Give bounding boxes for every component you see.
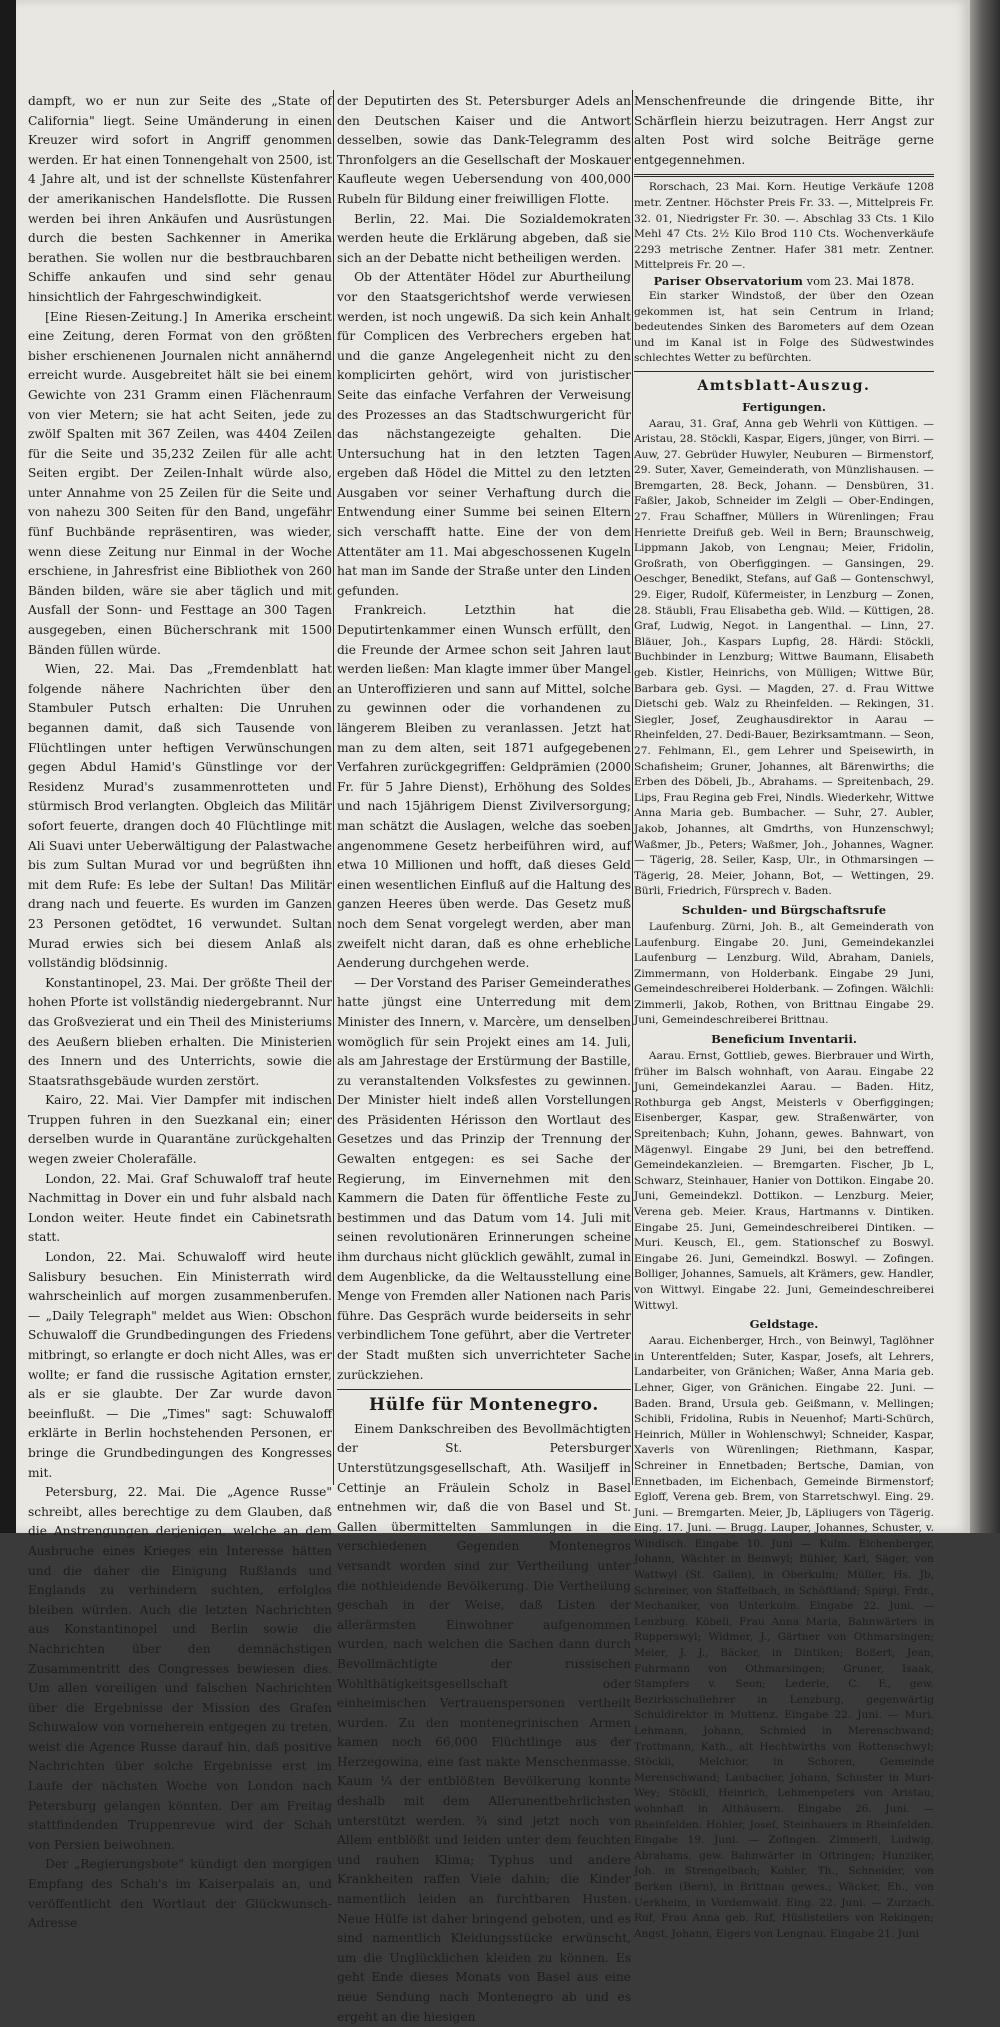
article-paragraph: Wien, 22. Mai. Das „Fremdenblatt hat folgende nähere Nachrichten über den Stambuler Putsch erhalten: Die Unruhen begannen damit, daß sich Tausende von Flüchtlingen unter heftigen Verwünschungen gegen Abdul Hamid's Günstlinge vor der Residenz Murad's zusammenrotteten und stürmisch Brod verlangten. Obgleich das Militär sofort feuerte, drangen doch 40 Flüchtlinge mit Ali Suavi unter Ueberwältigung der Palastwache bis zum Sultan Murad vor und begrüßten ihn mit dem Rufe: Es lebe der Sultan! Das Militär drang nach und feuerte. Es wurden im Ganzen 23 Personen getödtet, 16 verwundet. Sultan Murad erwies sich bei diesem Anlaß als vollständig blödsinnig. <box>28 662 332 971</box>
notice-heading: Fertigungen. <box>742 399 826 414</box>
weather-report: Ein starker Windstoß, der über den Ozean gekommen ist, hat sein Centrum in Irland; bedeutendes Sinken des Barometers auf dem Ozean und im Kanal ist in Folge des Südwestwindes schlechtes Wetter zu befürchten. <box>634 289 934 365</box>
scan-border-left <box>0 0 16 1533</box>
notice-text: Aarau, 31. Graf, Anna geb Wehrli von Küttigen. — Aristau, 28. Stöckli, Kaspar, Eigers, jünger, von Birri. — Auw, 27. Gebrüder Huwyler, Neuburen — Birmenstorf, 29. Suter, Xaver, Gemeinderath, von Münzlishausen. — Bremgarten, 28. Beck, Johann. — Densbüren, 31. Faßler, Jakob, Schneider im Zelgli — Ober-Endingen, 27. Frau Schaffner, Müllers in Würenlingen; Frau Henriette Dreifuß geb. Weil in Bern; Braunschweig, Lippmann Jakob, von Lengnau; Meier, Fridolin, Großrath, von Oberfiggingen. — Gansingen, 29. Oeschger, Benedikt, Stefans, auf Gaß — Gontenschwyl, 29. Eiger, Rudolf, Küfermeister, in Lenzburg — Zonen, 28. Stäubli, Frau Elisabetha geb. Wild. — Küttigen, 28. Graf, Ludwig, Negot. in Langenthal. — Linn, 27. Bläuer, Joh., Kaspars Lupfig, 28. Härdi: Stöckli, Buchbinder in Lenzburg; Wittwe Baumann, Elisabeth geb. Kistler, Heinrichs, von Mülligen; Wittwe Bür, Barbara geb. Gysi. — Magden, 27. d. Frau Wittwe Dietschi geb. Walz zu Rheinfelden. — Rekingen, 31. Siegler, Josef, Zeughausdirektor in Aarau — Rheinfelden, 27. Dedi-Bauer, Bezirksamtmann. — Seon, 27. Fehlmann, El., gem Lehrer und Speisewirth, in Schafisheim; Gruner, Johannes, alt Bärenwirths; die Erben des Döbeli, Jb., Abrahams. — Spreitenbach, 29. Lips, Frau Regina geb Frei, Nindls. Wiederkehr, Wittwe Anna Maria geb. Bumbacher. — Suhr, 27. Aubler, Jakob, Johannes, alt Gmdrths, von Hunzenschwyl; Waßmer, Jb., Peters; Waßmer, Joh., Johannes, Wagner. — Tägerig, 28. Seiler, Kasp, Ulr., in Othmarsingen — Tägerig, 28. Meier, Johann, Bot, — Wettingen, 29. Bürli, Friedrich, Fürsprech v. Baden. <box>634 417 934 898</box>
notice-heading: Schulden- und Bürgschaftsrufe <box>681 902 887 917</box>
notice-heading: Beneficium Inventarii. <box>711 1032 857 1047</box>
article-paragraph: London, 22. Mai. Graf Schuwaloff traf heute Nachmittag in Dover ein und fuhr alsbald nach London weiter. Heute findet ein Cabinetsrath statt. <box>28 1171 332 1245</box>
article-paragraph: London, 22. Mai. Schuwaloff wird heute Salisbury besuchen. Ein Ministerrath wird wahrscheinlich auf morgen zusammenberufen. — „Daily Telegraph" meldet aus Wien: Obschon Schuwaloff die Grundbedingungen des Friedens mitbringt, so erlangte er doch nicht Alles, was er wollte; er fand die russische Agitation ernster, als er sie glaubte. Der Zar wurde davon beeinflußt. — Die „Times" sagt: Schuwaloff erklärte in Berlin hochstehenden Personen, er bringe die Grundbedingungen des Kongresses mit. <box>28 1250 332 1480</box>
notice-text: Aarau. Ernst, Gottlieb, gewes. Bierbrauer und Wirth, früher im Balsch wohnhaft, von Aarau. Eingabe 22 Juni, Gemeindekanzlei Aarau. — Baden. Hitz, Rothburga geb Angst, Meisterls v Oberfiggingen; Eisenberger, Kaspar, gew. Straßenwärter, von Spreitenbach; Kuhn, Johann, gewes. Bahnwart, von Mägenwyl. Eingabe 29 Juni, bei den betreffend. Gemeindekanzleien. — Bremgarten. Fischer, Jb L, Schwarz, Steinhauer, Hanier von Dottikon. Eingabe 20. Juni, Gemeindekzl. Dottikon. — Lenzburg. Meier, Verena geb. Meier. Kraus, Hartmanns v. Dintiken. Eingabe 25. Juni, Gemeindeschreiberei Dintiken. — Muri. Keusch, El., gem. Stationschef zu Boswyl. Eingabe 26. Juni, Gemeindkzl. Boswyl. — Zofingen. Bolliger, Johannes, Samuels, alt Krämers, gew. Handler, von Wittwyl. Eingabe 22. Juni, Gemeindeschreiberei Wittwyl. <box>634 1050 934 1312</box>
article-paragraph: dampft, wo er nun zur Seite des „State of California" liegt. Seine Umänderung in einen Kreuzer wird sofort in Angriff genommen werden. Er hat einen Tonnengehalt von 2500, ist 4 Jahre alt, und ist der schnellste Küstenfahrer der amerikanischen Handelsflotte. Die Russen werden bei ihren Ankäufen und Ausrüstungen durch die besten Sachkenner in Amerika berathen. Sie wollen nur die bestbrauchbaren Schiffe ankaufen und sind sehr genau hinsichtlich der Fahrgeschwindigkeit. <box>28 94 332 304</box>
market-report: Rorschach, 23 Mai. Korn. Heutige Verkäufe 1208 metr. Zentner. Höchster Preis Fr. 33. —, Mittelpreis Fr. 32. 01, Niedrigster Fr. 30. —. Abschlag 33 Cts. 1 Kilo Mehl 47 Cts. 2½ Kilo Brod 110 Cts. Wochenverkäufe 2293 metrische Zentner. Hafer 381 metr. Zentner. Mittelpreis Fr. 20 —. <box>634 181 934 272</box>
column-rule <box>333 90 334 1485</box>
column-rule <box>632 90 633 1485</box>
article-paragraph: Berlin, 22. Mai. Die Sozialdemokraten werden heute die Erklärung abgeben, daß sie sich an der Debatte nicht betheiligen werden. <box>337 211 631 265</box>
observatory-heading <box>634 274 934 289</box>
column-3 <box>634 92 934 1940</box>
notice-heading: Geldstage. <box>749 1317 819 1332</box>
article-paragraph: Der „Regierungsbote" kündigt den morgigen Empfang des Schah's im Kaiserpalais an, und veröffentlicht den Wortlaut der Glückwunsch-Adresse <box>28 1857 332 1931</box>
article-paragraph: der Deputirten des St. Petersburger Adels an den Deutschen Kaiser und die Antwort desselben, sowie das Dank-Telegramm des Thronfolgers an die Gesellschaft der Moskauer Kaufleute wegen Uebersendung von 400,000 Rubeln für Bildung einer freiwilligen Flotte. <box>337 94 631 206</box>
section-title: Hülfe für Montenegro. <box>369 1395 599 1416</box>
observatory-date: vom 23. Mai 1878. <box>806 273 915 288</box>
article-paragraph: Konstantinopel, 23. Mai. Der größte Theil der hohen Pforte ist vollständig niedergebrannt. Nur das Großvezierat und ein Theil des Ministeriums des Aeußern blieben erhalten. Die Ministerien des Innern und des Unterrichts, sowie die Staatsrathsgebäude wurden zerstört. <box>28 975 332 1088</box>
article-paragraph: Einem Dankschreiben des Bevollmächtigten der St. Petersburger Unterstützungsgesellschaft, Ath. Wasiljeff in Cettinje an Fräulein Scholz in Basel entnehmen wir, daß die von Basel und St. Gallen übermittelten Sammlungen in die verschiedenen Gegenden Montenegros versandt worden sind zur Vertheilung unter die nothleidende Bevölkerung. Die Vertheilung geschah in der Weise, daß Listen der allerärmsten Einwohner aufgenommen wurden, nach welchen die Sachen dann durch Bevollmächtigte der russischen Wohlthätigkeitsgesellschaft oder einheimischen Vertrauenspersonen vertheilt wurden. Zu den montenegrinischen Armen kamen noch 66,000 Flüchtlinge aus der Herzegowina, eine fast nakte Menschenmasse. Kaum ¼ der entblößten Bevölkerung konnte deshalb mit dem Allerunentbehrlichsten unterstützt werden. ¾ sind jetzt noch von Allem entblößt und leiden unter dem feuchten und rauhen Klima; Typhus und andere Krankheiten raffen Viele dahin; die Kinder namentlich leiden an furchtbaren Husten. Neue Hülfe ist daher bringend geboten, und es sind namentlich Kleidungsstücke erwünscht, um die Unglücklichen kleiden zu können. Es geht Ende dieses Monats von Basel aus eine neue Sendung nach Montenegro ab und es ergeht an die hiesigen <box>337 1421 631 2024</box>
article-paragraph: Kairo, 22. Mai. Vier Dampfer mit indischen Truppen fuhren in den Suezkanal ein; einer derselben wurde in Quarantäne zurückgehalten wegen zweier Cholerafälle. <box>28 1093 332 1167</box>
divider <box>634 371 934 372</box>
article-paragraph: Petersburg, 22. Mai. Die „Agence Russe" schreibt, alles berechtige zu dem Glauben, daß die Anstrengungen derjenigen, welche an dem Ausbruche eines Krieges ein Interesse hätten und die daher die Einigung Rußlands und Englands zu verhindern suchten, erfolglos bleiben würden. Auch die letzten Nachrichten aus Konstantinopel und Berlin sowie die Nachrichten über den demnächstigen Zusammentritt des Congresses bewiesen dies. Um allen voreiligen und falschen Nachrichten über die Ergebnisse der Mission des Grafen Schuwalow von vorneherein entgegen zu treten, weist die Agence Russe darauf hin, daß positive Nachrichten über solche Ergebnisse erst im Laufe der nächsten Woche von London nach Petersburg gelangen könnten. Der am Freitag stattfindenden Truppenrevue wird der Schah von Persien beiwohnen. <box>28 1485 332 1852</box>
newspaper-page <box>16 0 970 2024</box>
article-paragraph: [Eine Riesen-Zeitung.] In Amerika erscheint eine Zeitung, deren Format von den größten bisher erschienenen Journalen nicht annähernd erreicht wurde. Ausgebreitet hält sie bei einem Gewichte von 231 Gramm einen Flächenraum von vier Metern; sie hat acht Seiten, jede zu zwölf Spalten mit 367 Zeilen, was 4404 Zeilen für die Seite und 35,232 Zeilen für alle acht Seiten ergibt. Der Zeilen-Inhalt würde also, unter Annahme von 25 Zeilen für die Seite und von nahezu 300 Seiten für den Band, ungefähr fünf Buchbände repräsentiren, was wieder, wenn diese Zeitung nur Einmal in der Woche erschiene, in Jahresfrist eine Bibliothek von 260 Bänden bilden, wäre sie aber täglich und mit Ausfall der Sonn- und Festtage an 300 Tagen ausgegeben, einen Bücherschrank mit 1500 Bänden füllen würde. <box>28 309 332 657</box>
article-paragraph: Frankreich. Letzthin hat die Deputirtenkammer einen Wunsch erfüllt, den die Freunde der Armee schon seit Jahren laut werden ließen: Man klagte immer über Mangel an Unteroffizieren und sann auf Mittel, solche zu gewinnen oder die vorhandenen zu längerem Bleiben zu veranlassen. Jetzt hat man zu dem alten, seit 1871 aufgegebenen Verfahren zurückgegriffen: Geldprämien (2000 Fr. für 5 Jahre Dienst), Erhöhung des Soldes und nach 15jährigem Dienst Zivilversorgung; man schätzt die Auslagen, welche das soeben angenommene Gesetz herbeiführen wird, auf etwa 10 Millionen und hofft, daß dieses Geld einen wesentlichen Einfluß auf die Haltung des ganzen Heeres üben werde. Das Gesetz muß noch dem Senat vorgelegt werden, aber man zweifelt nicht daran, daß es ohne erhebliche Aenderung durchgehen werde. <box>337 603 631 971</box>
article-paragraph: Ob der Attentäter Hödel zur Aburtheilung vor den Staatsgerichtshof werde verwiesen werden, ist noch ungewiß. Da sich kein Anhalt für Complicen des Verbrechers ergeben hat und die ganze Angelegenheit nicht zu den komplicirten gehört, wird von juristischer Seite das einfache Verfahren der Verweisung des Prozesses an das Stadtschwurgericht für das nächstangezeigte gehalten. Die Untersuchung hat in den letzten Tagen ergeben daß Hödel die Mittel zu den letzten Ausgaben vor seiner Verhaftung durch die Entwendung einer Summe bei seinen Eltern sich verschafft hatte. Eine der von dem Attentäter am 11. Mai abgeschossenen Kugeln hat man im Sande der Straße unter den Linden gefunden. <box>337 270 631 598</box>
column-1 <box>28 92 332 1931</box>
article-paragraph: Menschenfreunde die dringende Bitte, ihr Schärflein hierzu beizutragen. Herr Angst zur alten Post wird solche Beiträge gerne entgegennehmen. <box>634 94 934 167</box>
amtsblatt-title: Amtsblatt-Auszug. <box>697 377 871 394</box>
notice-text: Aarau. Eichenberger, Hrch., von Beinwyl, Taglöhner in Unterentfelden; Suter, Kaspar, Josefs, alt Lehrers, Landarbeiter, von Gränichen; Waßer, Anna Maria geb. Lehner, Giger, von Gränichen. Eingabe 22. Juni. — Baden. Brand, Ursula geb. Geißmann, v. Mellingen; Schibli, Fridolina, Rubis in Neuenhof; Marti-Schürch, Heinrich, Müller in Wohlenschwyl; Schneider, Kaspar, Xaverls von Würenlingen; Riethmann, Kaspar, Schreiner in Ennetbaden; Bertsche, Damian, von Ennetbaden, im Eichenbach, Gemeinde Birmenstorf; Egloff, Verena geb. Brem, von Starretschwyl. Eing. 29. Juni. — Bremgarten. Meier, Jb, Läpliugers von Tägerig. Eing. 17. Juni. — Brugg. Lauper, Johannes, Schuster, v. Windisch. Eingabe 10. Juni — Kulm. Eichenberger, Johann, Wächter in Beinwyl; Bühler, Karl, Säger, von Wattwyl (St. Gallen), in Oberkulm; Müller, Hs. Jb, Schreiner, von Staffelbach, in Schöftland; Spirgi, Frdr., Mechaniker, von Unterkulm. Eingabe 22. Juni. — Lenzburg. Köbeli, Frau Anna Maria, Bahnwärters in Rupperswyl; Widmer, J., Gärtner von Othmarsingen; Meier, J. J., Bäcker, in Dintiken; Boßert, Jean, Fuhrmann von Othmarsingen; Gruner, Isaak, Stampfers v. Seon; Lederle, C. F., gew. Bezirksschullehrer in Lenzburg, gegenwärtig Schuldirektor in Muttenz. Eingabe 22. Juni. — Muri. Lehmann, Johann, Schmied in Merenschwand; Trottmann, Kath., alt Hechtwirths von Rottenschwyl; Stöckli, Melchior, in Schoren, Gemeinde Merenschwand; Laubacher, Johann, Schuster in Muri-Wey; Stöckli, Heinrich, Lehmenpeters von Aristau, wohnhaft in Althäusern. Eingabe 26. Juni. — Rheinfelden. Hohler, Josef, Steinhauers in Rheinfelden. Eingabe 19. Juni. — Zofingen. Zimmerli, Ludwig, Abrahams, gew. Bahnwärter in Oftringen; Hunziker, Joh. in Strengelbach; Kohler, Th., Schneider, von Berken (Bern), in Brittnau gewes.; Wäcker, Eh., von Uerkheim, in Vordemwald. Eing. 22. Juni. — Zurzach. Ruf, Frau Anna geb. Ruf, Hüslisteilers von Rekingen; Angst, Johann, Eigers von Lengnau. Eingabe 21. Juni <box>634 1335 934 1940</box>
divider <box>634 174 934 177</box>
column-2 <box>337 92 631 2024</box>
observatory-title: Pariser Observatorium <box>653 273 804 288</box>
divider <box>337 1389 631 1390</box>
article-paragraph: — Der Vorstand des Pariser Gemeinderathes hatte jüngst eine Unterredung mit dem Minister des Innern, v. Marcère, um denselben womöglich für sein Projekt eines am 14. Juli, als am Jahrestage der Erstürmung der Bastille, zu veranstaltenden Volksfestes zu gewinnen. Der Minister hielt indeß allen Vorstellungen des Präsidenten Hérisson den Wortlaut des Gesetzes und das Prinzip der Trennung der Gewalten entgegen: es sei Sache der Regierung, im Einvernehmen mit den Kammern die Daten für öffentliche Feste zu bestimmen und das Datum vom 14. Juli mit seinen revolutionären Erinnerungen scheine ihm durchaus nicht glücklich gewählt, zumal in dem Augenblicke, da die Weltausstellung eine Menge von Fremden aller Nationen nach Paris führe. Das Gespräch wurde beiderseits in sehr verbindlichem Tone geführt, aber die Vertreter der Stadt mußten sich unverrichteter Sache zurückziehen. <box>337 975 631 1382</box>
scan-border-right <box>970 0 1000 1533</box>
notice-text: Laufenburg. Zürni, Joh. B., alt Gemeinderath von Laufenburg. Eingabe 20. Juni, Gemeindekanzlei Laufenburg — Lenzburg. Wild, Abraham, Daniels, Zimmermann, von Holderbank. Eingabe 29 Juni, Gemeindeschreiberei Holderbank. — Zofingen. Wälchli: Zimmerli, Jakob, Rothen, von Brittnau Eingabe 29. Juni, Gemeindeschreiberei Brittnau. <box>634 920 934 1027</box>
